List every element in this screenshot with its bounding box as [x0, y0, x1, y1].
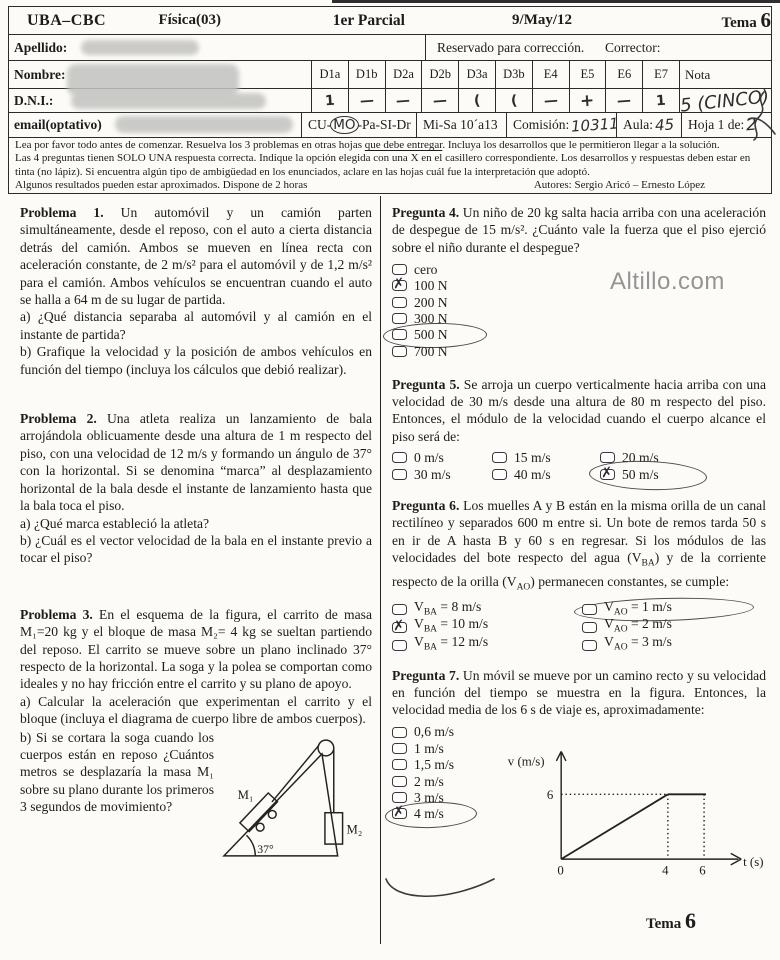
answer-checkbox[interactable]: [392, 275, 407, 293]
grade-col: D3b: [495, 61, 532, 88]
pregunta-6-body2: ) y de la corriente respecto de la orilla (V: [392, 550, 766, 590]
grade-col: D3a: [458, 61, 495, 88]
option-label: 2 m/s: [414, 773, 444, 789]
option-row: [600, 464, 766, 483]
divider: [425, 35, 426, 60]
header-title-row: [9, 7, 771, 35]
grade-col: E4: [532, 61, 569, 88]
pen-mark: —: [616, 92, 632, 109]
problema-1-item-b: b) Grafique la velocidad y la posición de ambos vehículos en función del tiempo (incluya los cálculos que debió realizar).: [20, 344, 372, 377]
option-row: $V_{AO} = 2$ m/s: [582, 619, 766, 635]
option-label: 300 N: [414, 310, 448, 326]
pen-mark: 1: [324, 92, 336, 109]
instr-3: Algunos resultados pueden estar aproximados. Dispone de 2 horas: [15, 179, 308, 192]
pregunta-4-title: Pregunta 4.: [392, 205, 460, 220]
y-axis-label: v (m/s): [507, 754, 545, 769]
answer-checkbox[interactable]: [600, 464, 615, 482]
option-row: [492, 449, 600, 465]
answer-checkbox[interactable]: [392, 313, 407, 324]
redacted-apellido: [81, 40, 199, 55]
footer-tema-number: 6: [685, 908, 697, 933]
comision-label: Comisión:: [513, 117, 570, 132]
tema-cell: [661, 8, 771, 33]
pregunta-7-options: [392, 724, 504, 881]
sedes-cell: [301, 113, 416, 137]
problema-1: [20, 204, 372, 378]
x-mark: ✗: [392, 275, 406, 293]
reservado-label: Reservado para corrección.: [437, 39, 585, 55]
grade-col: E5: [569, 61, 606, 88]
option-row: $V_{BA} = 8$ m/s: [392, 601, 582, 617]
answer-checkbox[interactable]: [392, 640, 407, 651]
velocity-time-chart: [504, 719, 766, 881]
problema-2: [20, 410, 372, 567]
problema-3: [20, 606, 372, 867]
option-label: 700 N: [414, 343, 448, 359]
pregunta-6-body: Los muelles A y B están en la misma orilla de un canal rectilíneo y separados 600 m entre si. Un bote de remos tarda 50 s en ir de A hasta B y 60 s en regresar. Si los módulos de las velocidades del bote respecto del agua (V: [392, 497, 766, 566]
problema-3-item-a: a) Calcular la aceleración que experimentan el carrito y el bloque (incluya el diagrama de cuerpo libre de ambos cuerpos).: [20, 693, 372, 727]
answer-checkbox[interactable]: [392, 617, 407, 635]
problema-3-b-row: [20, 729, 372, 867]
answer-checkbox[interactable]: [392, 727, 407, 738]
course-label: Física(03): [158, 12, 221, 28]
handwritten-aula: 45: [654, 115, 675, 135]
x-axis-label: t (s): [743, 854, 764, 869]
option-label: 200 N: [414, 294, 448, 310]
option-label: cero: [414, 261, 438, 277]
option-row: [392, 789, 504, 805]
option-row: [392, 724, 504, 740]
pregunta-5-options: [392, 449, 766, 483]
problema-1-item-a: a) ¿Qué distancia separaba al automóvil y al camión en el instante de partida?: [20, 309, 372, 342]
corrector-label: Corrector:: [605, 39, 661, 55]
answer-checkbox[interactable]: [392, 469, 407, 480]
pregunta-6-options: [392, 598, 766, 654]
instr-1b: . Incluya los desarrollos que le permitieron llegar a la solución.: [442, 139, 720, 151]
option-label: 0 m/s: [414, 449, 444, 465]
altillo-watermark: Altillo.com: [610, 268, 725, 295]
option-row: $V_{BA} = 12$ m/s: [392, 637, 582, 653]
grade-col: E6: [605, 61, 642, 88]
option-row: $V_{AO} = 1$ m/s: [582, 601, 766, 617]
option-label: 50 m/s: [622, 467, 659, 483]
instr-1a: Lea por favor todo antes de comenzar. Resuelva los 3 problemas en otras hojas: [15, 139, 365, 151]
handwritten-hoja: 2: [745, 114, 758, 136]
admin-cells: [301, 113, 773, 137]
answer-checkbox[interactable]: [582, 640, 597, 651]
option-row: [392, 757, 504, 773]
x-tick-4: 4: [662, 863, 669, 877]
redacted-email: [115, 116, 293, 133]
option-row: [392, 467, 492, 483]
answer-checkbox[interactable]: [600, 452, 615, 463]
pen-mark: —: [432, 92, 448, 109]
pen-mark: (: [473, 92, 481, 109]
answer-checkbox[interactable]: [392, 743, 407, 754]
pen-mark: —: [543, 92, 559, 109]
grade-col: D1b: [348, 61, 385, 88]
problema-1-title: Problema 1.: [20, 205, 104, 220]
exam-title: 1er Parcial: [332, 11, 405, 29]
problema-3-body: En el esquema de la figura, el carrito de masa M₁=20 kg y el bloque de masa M₂= 4 kg se sueltan partiendo del reposo. El carrito se mueve sobre un plano inclinado 37° respecto de la horizontal. La soga y la polea se comportan como ideales y no hay fricción entre el carrito y su plano de apoyo.: [20, 606, 372, 692]
inclined-plane-figure: [220, 729, 372, 867]
answer-checkbox[interactable]: [392, 452, 407, 463]
grade-mark-cells: [311, 86, 772, 117]
sedes-pre: CU-: [308, 117, 332, 132]
apellido-label: Apellido:: [14, 39, 68, 55]
y-tick-6: 6: [546, 787, 554, 802]
grade-col: D2b: [421, 61, 458, 88]
hoja-label: Hoja 1 de:: [688, 117, 745, 132]
pregunta-6-title: Pregunta 6.: [392, 497, 460, 513]
right-column: [380, 196, 772, 944]
problema-2-body: Una atleta realiza un lanzamiento de bala arrojándola oblicuamente desde una altura de 1 m respecto del piso, con una velocidad de 12 m/s y formando un ángulo de 37° con la horizontal. Si se denomina “marca” al desplazamiento horizontal de la bala desde el instante de lanzamiento hasta que la bala toca el piso.: [20, 411, 372, 514]
problema-3-item-b: b) Si se cortara la soga cuando los cuerpos están en reposo ¿Cuántos metros se desplazaría la masa M₁ sobre su plano durante los primeros 3 segundos de movimiento?: [20, 729, 214, 815]
x-tick-6: 6: [699, 863, 706, 877]
answer-checkbox[interactable]: [582, 622, 597, 633]
instructions-line1: [15, 139, 765, 152]
m1-label: M₁: [237, 787, 254, 802]
x-mark: ✗: [392, 617, 406, 635]
pregunta-7-row: [392, 719, 766, 881]
autores: Autores: Sergio Aricó – Ernesto López: [533, 179, 705, 192]
sub-ba: BA: [641, 558, 655, 569]
x-tick-0: 0: [557, 863, 564, 877]
answer-checkbox[interactable]: [392, 803, 407, 822]
instr-underlined: que debe entregar: [364, 139, 443, 151]
option-label: 1 m/s: [414, 740, 444, 756]
answer-checkbox[interactable]: [392, 759, 407, 770]
option-label: 40 m/s: [514, 467, 551, 483]
footer-tema-label: Tema: [646, 916, 682, 932]
instructions-line2: Las 4 preguntas tienen SOLO UNA respuesta correcta. Indique la opción elegida con una X en el casillero correspondiente. Los desarrollos y respuestas deben estar en tinta (no lápiz). Si encuentra algún tipo de ambigüedad en los enunciados, aclare en las hojas cuál fue la interpretación que adoptó.: [15, 152, 751, 178]
handwritten-nota: 5 (CINCO): [679, 86, 771, 117]
grade-col: E7: [642, 61, 679, 88]
tema-label: Tema: [721, 15, 757, 31]
option-row: [392, 449, 492, 465]
option-label: 20 m/s: [622, 449, 659, 465]
answer-checkbox[interactable]: [392, 297, 407, 308]
tema-number: 6: [760, 8, 771, 32]
answer-checkbox[interactable]: [392, 264, 407, 275]
option-label: 30 m/s: [414, 467, 451, 483]
problema-2-item-b: b) ¿Cuál es el vector velocidad de la bala en el instante previo a tocar el piso?: [20, 532, 372, 566]
email-label: email(optativo): [14, 117, 102, 132]
grade-col: D2a: [385, 61, 422, 88]
option-row: [600, 449, 766, 465]
handwritten-comision: 10311: [570, 114, 620, 136]
option-label: 1,5 m/s: [414, 757, 455, 773]
option-row: [392, 343, 766, 359]
option-row: [392, 803, 504, 822]
pregunta-5-body: Se arroja un cuerpo verticalmente hacia arriba con una velocidad de 30 m/s desde una altura de 80 m respecto del piso. Entonces, el módulo de la velocidad cuando el cuerpo alcance el piso será de:: [392, 376, 767, 444]
option-row: [492, 467, 600, 483]
comision-cell: [506, 113, 620, 137]
option-row: [392, 773, 504, 789]
apellido-row: [9, 35, 771, 61]
pregunta-5: [392, 376, 766, 483]
grade-col: D1a: [311, 61, 348, 88]
x-mark: ✗: [600, 464, 614, 482]
sub-ao: AO: [516, 583, 531, 594]
exam-body: [8, 196, 772, 944]
scan-edge-artifact: [332, 0, 780, 3]
left-column: [8, 196, 380, 944]
horario-cell: Mi-Sa 10´a13: [416, 113, 506, 137]
footer-tema: [646, 908, 696, 934]
m2-label: M₂: [346, 821, 363, 836]
pen-swoosh: [376, 875, 501, 905]
x-mark: ✗: [392, 803, 406, 822]
answer-checkbox[interactable]: [392, 792, 407, 803]
exam-date: 9/May/12: [512, 12, 573, 28]
answer-checkbox[interactable]: [392, 346, 407, 357]
option-row: [392, 294, 766, 310]
dni-label: D.N.I.:: [14, 92, 54, 108]
problema-2-item-a: a) ¿Qué marca estableció la atleta?: [20, 515, 210, 531]
problema-1-body: Un automóvil y un camión parten simultáneamente, desde el reposo, con el auto a cierta distancia detrás del camión. Ambos se mueven en línea recta con aceleración constante, de 2 m/s² para el automóvil y de 1,2 m/s² para el camión. Ambos vehículos se encuentran cuando el auto se halla a 64 m de su lugar de partida.: [20, 205, 372, 308]
grade-column-headers: [311, 61, 772, 88]
email-row: [9, 113, 771, 137]
pregunta-7-title: Pregunta 7.: [392, 667, 460, 683]
instructions-box: [8, 136, 772, 194]
option-label: 100 N: [414, 278, 448, 294]
pregunta-6-body3: ) permanecen constantes, se cumple:: [530, 574, 730, 590]
option-row: [392, 740, 504, 756]
exam-header-table: [8, 6, 772, 138]
option-row: [392, 327, 766, 343]
option-row: ✗ $V_{BA} = 10$ m/s: [392, 616, 489, 636]
pregunta-6: [392, 497, 766, 654]
pregunta-5-title: Pregunta 5.: [392, 376, 460, 392]
option-label: 4 m/s: [414, 806, 444, 822]
answer-checkbox[interactable]: [492, 469, 507, 480]
option-label: 3 m/s: [414, 789, 444, 805]
pen-mark: 1: [655, 92, 667, 109]
angle-label: 37°: [257, 842, 274, 856]
redacted-nombre: [67, 64, 239, 96]
option-label: 15 m/s: [514, 449, 551, 465]
answer-checkbox[interactable]: [392, 776, 407, 787]
aula-label: Aula:: [623, 117, 653, 132]
nombre-row: [9, 61, 771, 89]
answer-checkbox[interactable]: [392, 604, 407, 615]
pen-flourish: [744, 90, 778, 142]
aula-cell: [616, 113, 681, 137]
problema-3-title: Problema 3.: [20, 606, 93, 622]
pen-mark: —: [395, 92, 412, 109]
pen-circle-sede: MO: [330, 116, 358, 134]
sedes-post: -Pa-SI-Dr: [357, 117, 411, 132]
pen-mark: (: [510, 92, 518, 109]
option-row: [392, 310, 766, 326]
pen-mark: —: [359, 92, 375, 109]
problema-2-title: Problema 2.: [20, 411, 97, 427]
pen-mark: +: [579, 90, 596, 111]
option-label: 500 N: [414, 327, 448, 343]
pregunta-7: [392, 667, 766, 882]
answer-checkbox[interactable]: [582, 604, 597, 615]
org-label: UBA–CBC: [27, 11, 107, 29]
instructions-line3: [15, 179, 765, 192]
option-row: $V_{AO} = 3$ m/s: [582, 637, 766, 653]
option-label: 0,6 m/s: [414, 724, 455, 740]
pregunta-4-body: Un niño de 20 kg salta hacia arriba con una aceleración de despegue de 15 m/s². ¿Cuánto vale la fuerza que el piso ejerció sobre el niño durante el despegue?: [392, 205, 766, 255]
pregunta-7-body: Un móvil se mueve por un camino recto y su velocidad en función del tiempo se muestra en la figura. Entonces, la velocidad media de los 6 s de viaje es, aproximadamente:: [392, 667, 767, 718]
answer-checkbox[interactable]: [392, 329, 407, 340]
nombre-label: Nombre:: [14, 66, 66, 82]
answer-checkbox[interactable]: [492, 452, 507, 463]
nota-header-cell: Nota: [679, 61, 772, 88]
